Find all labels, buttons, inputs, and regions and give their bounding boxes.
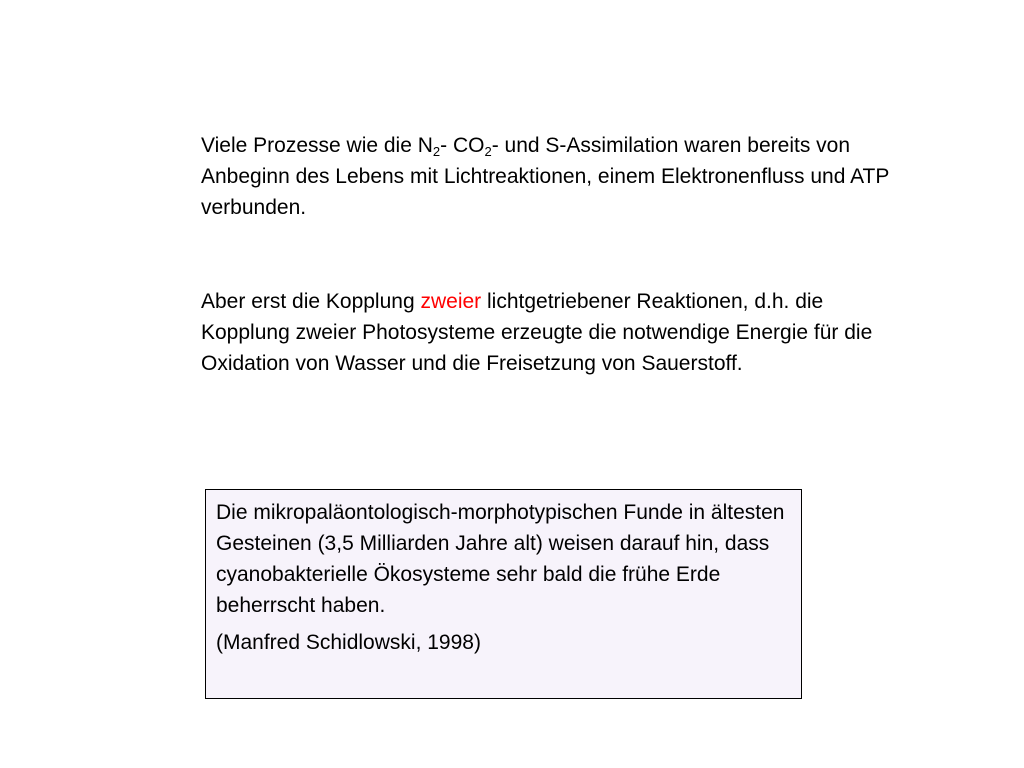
- paragraph-photosystems: [201, 286, 891, 379]
- paragraph-1-text-start: Viele Prozesse wie die N: [201, 134, 433, 157]
- quote-text: Die mikropaläontologisch-morphotypischen Funde in ältesten Gesteinen (3,5 Milliarden Jahre alt) weisen darauf hin, dass cyanobakterielle Ökosysteme sehr bald die frühe Erde beherrscht haben.: [216, 501, 785, 617]
- highlight-word: zweier: [420, 290, 482, 313]
- subscript-co2: 2: [484, 144, 492, 159]
- paragraph-2-text-end: lichtgetriebener Reaktionen, d.h. die Kopplung zweier Photosysteme erzeugte die notwendige Energie für die Oxidation von Wasser und die Freisetzung von Sauerstoff.: [201, 290, 873, 375]
- quote-box: [205, 489, 802, 699]
- paragraph-assimilation: [201, 130, 891, 223]
- paragraph-1-text-end: - und S-Assimilation waren bereits von Anbeginn des Lebens mit Lichtreaktionen, einem Elektronenfluss und ATP verbunden.: [201, 134, 889, 219]
- subscript-n2: 2: [432, 144, 441, 159]
- paragraph-2-text-start: Aber erst die Kopplung: [201, 290, 421, 313]
- paragraph-1-text-co: - CO: [440, 134, 485, 157]
- quote-citation: (Manfred Schidlowski, 1998): [216, 631, 481, 654]
